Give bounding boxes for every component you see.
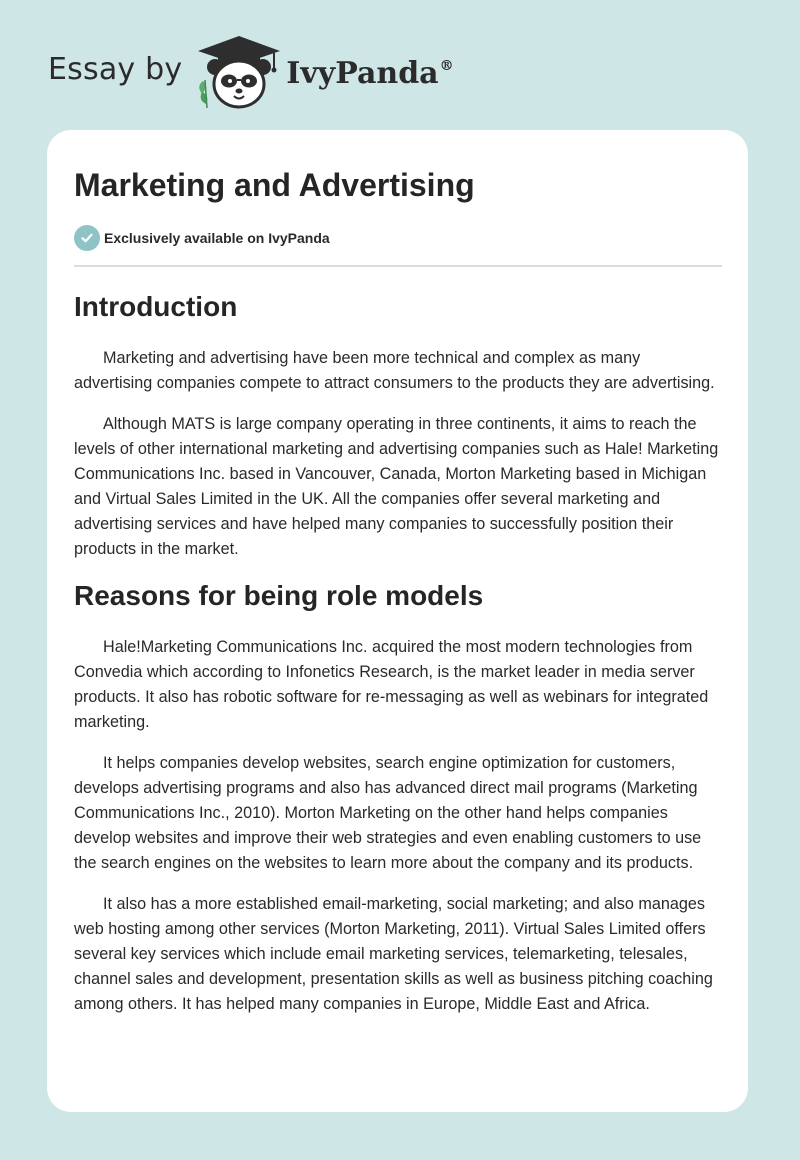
badge-label: Exclusively available on IvyPanda — [104, 230, 330, 246]
paragraph: It helps companies develop websites, search engine optimization for customers, develops advertising programs and also has advanced direct mail programs (Marketing Communications Inc., 2010). Morton Marketing on the other hand helps companies develop websites and improve their web strategies and even enabling customers to use the search engines on the websites to learn more about the company and its products. — [74, 754, 702, 872]
check-circle-icon — [74, 225, 100, 251]
site-header — [48, 34, 454, 110]
page-title: Marketing and Advertising — [74, 167, 475, 203]
section-heading-reasons: Reasons for being role models — [74, 580, 484, 611]
paragraph: It also has a more established email-marketing, social marketing; and also manages web hosting among other services (Morton Marketing, 2011). Virtual Sales Limited offers several key services which include email marketing services, telemarketing, telesales, channel sales and development, presentation skills as well as business pitching coaching among others. It has helped many companies in Europe, Middle East and Africa. — [74, 895, 713, 1013]
panda-graduate-icon — [196, 34, 282, 110]
paragraph: Although MATS is large company operating in three continents, it aims to reach the levels of other international marketing and advertising companies such as Hale! Marketing Communications Inc. based in Vancouver, Canada, Morton Marketing based in Michigan and Virtual Sales Limited in the UK. All the companies offer several marketing and advertising services and have helped many companies to successfully position their products in the market. — [74, 415, 719, 558]
brand-prefix: Essay by — [48, 51, 183, 87]
section-heading-introduction: Introduction — [74, 291, 238, 322]
paragraph: Hale!Marketing Communications Inc. acquired the most modern technologies from Convedia which according to Infonetics Research, is the market leader in media server products. It also has robotic software for re-messaging as well as webinars for integrated marketing. — [74, 638, 709, 731]
essay-card — [47, 130, 748, 1112]
paragraph: Marketing and advertising have been more technical and complex as many advertising companies compete to attract consumers to the products they are advertising. — [74, 349, 715, 392]
brand-name: IvyPanda® — [286, 55, 454, 91]
registered-mark: ® — [439, 57, 454, 74]
exclusive-badge — [74, 225, 722, 251]
title-divider — [74, 265, 722, 267]
